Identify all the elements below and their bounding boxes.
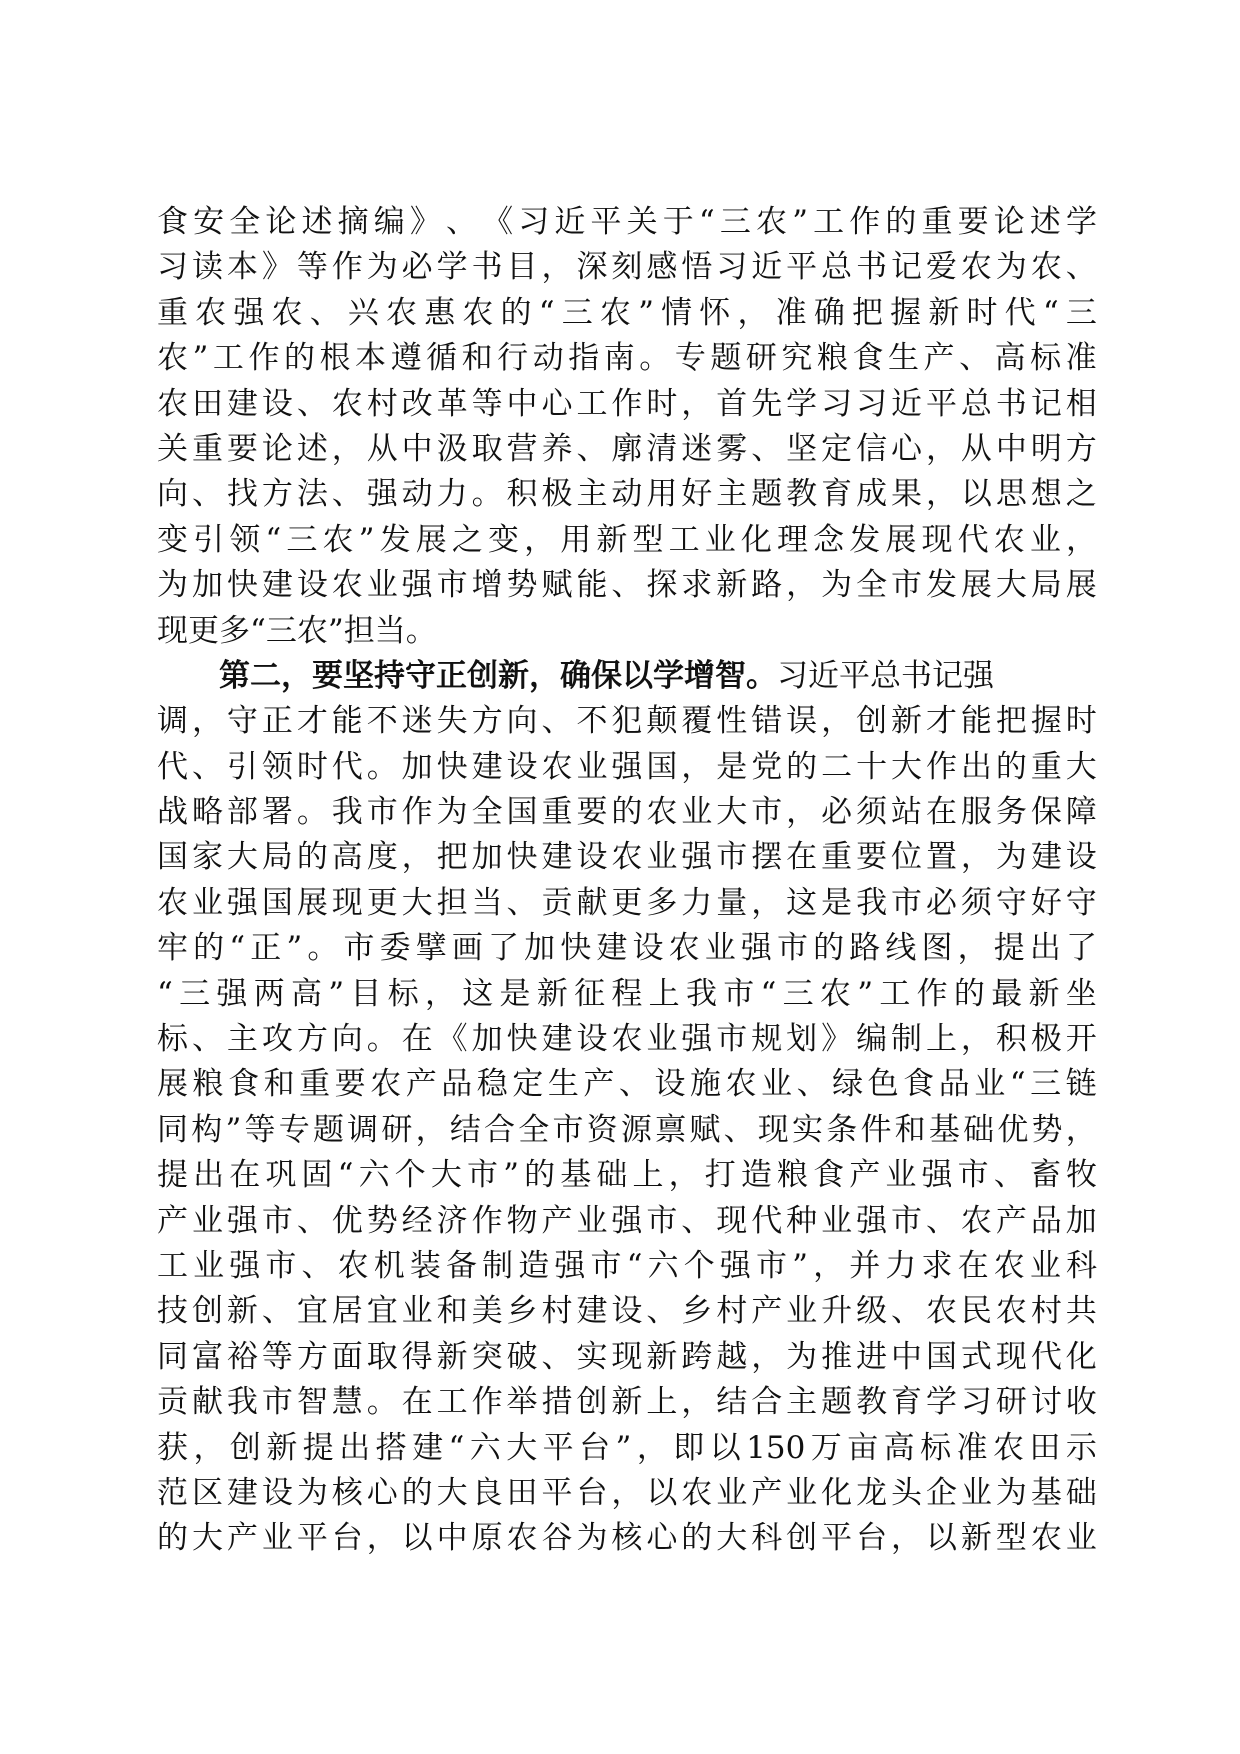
text-line: 的 大 产 业 平 台 ， 以 中 原 农 谷 为 核 心 的 大 科 创 平 台 ， 以 新 型 农 业 [157, 1520, 1097, 1557]
text-line: 技 创 新 、 宜 居 宜 业 和 美 乡 村 建 设 、 乡 村 产 业 升 级 、 农 民 农 村 共 [157, 1293, 1097, 1330]
text-line: 变 引 领 “ 三 农 ” 发 展 之 变 ， 用 新 型 工 业 化 理 念 发 展 现 代 农 业 ， [157, 521, 1097, 558]
text-line: 农 业 强 国 展 现 更 大 担 当 、 贡 献 更 多 力 量 ， 这 是 我 市 必 须 守 好 守 [157, 884, 1097, 921]
text-line: 向 、 找 方 法 、 强 动 力 。 积 极 主 动 用 好 主 题 教 育 成 果 ， 以 思 想 之 [157, 476, 1097, 513]
text-line: 范 区 建 设 为 核 心 的 大 良 田 平 台 ， 以 农 业 产 业 化 龙 头 企 业 为 基 础 [157, 1474, 1097, 1511]
text-line: 工 业 强 市 、 农 机 装 备 制 造 强 市 “ 六 个 强 市 ” ， 并 力 求 在 农 业 科 [157, 1247, 1097, 1284]
text-line: 贡 献 我 市 智 慧 。 在 工 作 举 措 创 新 上 ， 结 合 主 题 教 育 学 习 研 讨 收 [157, 1384, 1097, 1421]
text-line: 现更多“三农”担当。 [157, 612, 437, 649]
paragraph-heading: 第二，要坚持守正创新，确保以学增智。 [219, 657, 777, 694]
text-line: 标 、 主 攻 方 向 。 在 《 加 快 建 设 农 业 强 市 规 划 》 编 制 上 ， 积 极 开 [157, 1021, 1097, 1058]
heading-continuation: 习近平总书记强 [777, 657, 994, 694]
body-text [157, 200, 1097, 1562]
text-line: 获 ， 创 新 提 出 搭 建 “ 六 大 平 台 ” ， 即 以 150 万 亩 高 标 准 农 田 示 [157, 1429, 1097, 1466]
text-line: 习 读 本 》 等 作 为 必 学 书 目 ， 深 刻 感 悟 习 近 平 总 书 记 爱 农 为 农 、 [157, 249, 1097, 286]
text-line: 重 农 强 农 、 兴 农 惠 农 的 “ 三 农 ” 情 怀 ， 准 确 把 握 新 时 代 “ 三 [157, 294, 1097, 331]
text-line: 提 出 在 巩 固 “ 六 个 大 市 ” 的 基 础 上 ， 打 造 粮 食 产 业 强 市 、 畜 牧 [157, 1157, 1097, 1194]
text-line: 国 家 大 局 的 高 度 ， 把 加 快 建 设 农 业 强 市 摆 在 重 要 位 置 ， 为 建 设 [157, 839, 1097, 876]
text-line: 牢 的 “ 正 ” 。 市 委 擘 画 了 加 快 建 设 农 业 强 市 的 路 线 图 ， 提 出 了 [157, 930, 1097, 967]
text-line: 同 富 裕 等 方 面 取 得 新 突 破 、 实 现 新 跨 越 ， 为 推 进 中 国 式 现 代 化 [157, 1338, 1097, 1375]
text-line: 食 安 全 论 述 摘 编 》 、 《 习 近 平 关 于 “ 三 农 ” 工 作 的 重 要 论 述 学 [157, 204, 1097, 240]
text-line: 代 、 引 领 时 代 。 加 快 建 设 农 业 强 国 ， 是 党 的 二 十 大 作 出 的 重 大 [157, 748, 1097, 785]
paragraph-2-first-line [157, 654, 1097, 699]
text-line: 战 略 部 署 。 我 市 作 为 全 国 重 要 的 农 业 大 市 ， 必 须 站 在 服 务 保 障 [157, 794, 1097, 831]
text-line: 产 业 强 市 、 优 势 经 济 作 物 产 业 强 市 、 现 代 种 业 强 市 、 农 产 品 加 [157, 1202, 1097, 1239]
text-line: 同 构 ” 等 专 题 调 研 ， 结 合 全 市 资 源 禀 赋 、 现 实 条 件 和 基 础 优 势 ， [157, 1111, 1097, 1148]
text-line: 展 粮 食 和 重 要 农 产 品 稳 定 生 产 、 设 施 农 业 、 绿 色 食 品 业 “ 三 链 [157, 1066, 1097, 1103]
text-line: “ 三 强 两 高 ” 目 标 ， 这 是 新 征 程 上 我 市 “ 三 农 ” 工 作 的 最 新 坐 [157, 975, 1097, 1012]
text-line: 农 ” 工 作 的 根 本 遵 循 和 行 动 指 南 。 专 题 研 究 粮 食 生 产 、 高 标 准 [157, 340, 1097, 377]
paragraph-1 [157, 200, 1097, 654]
paragraph-2 [157, 654, 1097, 1562]
text-line: 关 重 要 论 述 ， 从 中 汲 取 营 养 、 廓 清 迷 雾 、 坚 定 信 心 ， 从 中 明 方 [157, 430, 1097, 467]
text-line: 为 加 快 建 设 农 业 强 市 增 势 赋 能 、 探 求 新 路 ， 为 全 市 发 展 大 局 展 [157, 567, 1097, 604]
text-line: 农 田 建 设 、 农 村 改 革 等 中 心 工 作 时 ， 首 先 学 习 习 近 平 总 书 记 相 [157, 385, 1097, 422]
text-line: 调 ， 守 正 才 能 不 迷 失 方 向 、 不 犯 颠 覆 性 错 误 ， 创 新 才 能 把 握 时 [157, 703, 1097, 740]
